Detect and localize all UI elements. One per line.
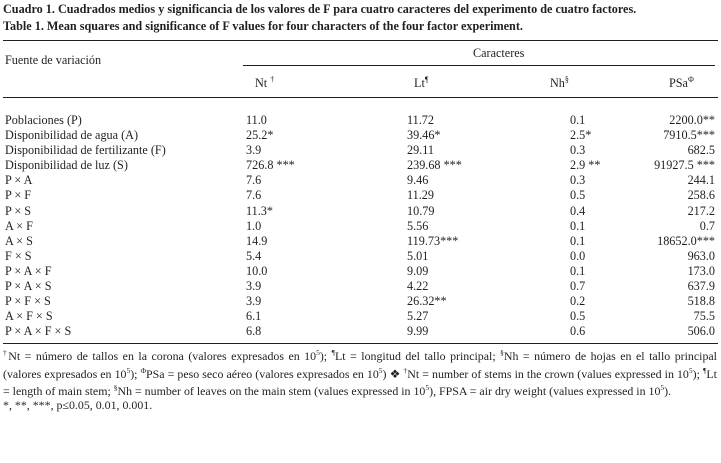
cell-nt: 11.0: [246, 113, 267, 127]
row-source: P × F × S: [5, 294, 51, 309]
cell-psa: 0.7: [699, 218, 715, 233]
cell-nt: 1.0: [246, 218, 262, 233]
row-source: P × A: [5, 173, 33, 188]
cell-psa: 217.2: [687, 203, 715, 218]
cell-nt: 25.2*: [246, 128, 274, 143]
cell-psa: 91927.5 ***: [654, 158, 715, 173]
cell-lt: 9.46: [407, 173, 429, 188]
cell-nh: 0.4: [570, 203, 586, 218]
table-row: [3, 158, 718, 173]
cell-psa: 173.0: [687, 263, 715, 278]
row-source: Disponibilidad de fertilizante (F): [5, 143, 166, 158]
cell-lt: 11.72: [407, 113, 434, 127]
group-heading: Caracteres: [473, 46, 525, 60]
cell-lt: 4.22: [407, 279, 429, 294]
row-source: Poblaciones (P): [5, 113, 82, 127]
source-heading: Fuente de variación: [5, 53, 102, 67]
cell-nh: 0.3: [570, 173, 586, 188]
table-row: [3, 128, 718, 143]
cell-nh: 0.6: [570, 324, 586, 339]
cell-nh: 0.7: [570, 279, 586, 294]
cell-nh: 0.2: [570, 294, 586, 309]
col-header-nh: Nh§: [550, 75, 569, 91]
row-source: P × A × F: [5, 263, 52, 278]
table-row: [3, 249, 718, 264]
cell-lt: 9.99: [407, 324, 429, 339]
cell-lt: 119.73***: [407, 233, 459, 248]
cell-nt: 3.9: [246, 294, 262, 309]
table-row: [3, 309, 718, 324]
row-source: A × F: [5, 218, 33, 233]
cell-psa: 637.9: [687, 279, 715, 294]
cell-nh: 0.1: [570, 233, 586, 248]
row-source: P × S: [5, 203, 32, 218]
cell-nh: 0.1: [570, 218, 586, 233]
cell-nt: 5.4: [246, 248, 262, 263]
cell-nt: 7.6: [246, 188, 262, 203]
table-row: [3, 219, 718, 234]
significance-note: *, **, ***, p≤0.05, 0.01, 0.001.: [3, 397, 153, 412]
table-row: [3, 264, 718, 279]
cell-nt: 726.8 ***: [246, 158, 295, 173]
cell-lt: 26.32**: [407, 294, 447, 309]
row-source: F × S: [5, 248, 32, 263]
cell-nh: 2.5*: [570, 128, 592, 143]
cell-psa: 682.5: [687, 143, 715, 158]
cell-nt: 3.9: [246, 279, 262, 294]
row-source: Disponibilidad de agua (A): [5, 128, 139, 143]
cell-lt: 5.27: [407, 309, 429, 324]
row-source: A × S: [5, 233, 33, 248]
table-row: [3, 188, 718, 203]
table-row: [3, 279, 718, 294]
row-source: Disponibilidad de luz (S): [5, 158, 128, 173]
col-header-lt: Lt¶: [414, 75, 429, 91]
row-source: A × F × S: [5, 309, 53, 324]
table-row: [3, 234, 718, 249]
cell-lt: 5.01: [407, 248, 429, 263]
cell-nh: 0.1: [570, 113, 586, 127]
table-body: [3, 113, 718, 339]
cell-psa: 506.0: [687, 324, 715, 339]
cell-nh: 2.9 **: [570, 158, 601, 173]
cell-nt: 11.3*: [246, 203, 273, 218]
row-source: P × A × F × S: [5, 324, 72, 339]
col-header-psa: PSa$^\Phi$: [669, 75, 694, 91]
row-source: P × A × S: [5, 279, 52, 294]
caption-en: Table 1. Mean squares and significance of F values for four characters of the four factor experiment.: [3, 19, 523, 33]
cell-lt: 239.68 ***: [407, 158, 462, 173]
cell-psa: 2200.0**: [669, 113, 715, 127]
col-header-nt: Nt †: [255, 75, 275, 91]
table-row: [3, 113, 718, 128]
cell-nt: 6.8: [246, 324, 262, 339]
table-row: [3, 204, 718, 219]
cell-lt: 10.79: [407, 203, 435, 218]
table-row: [3, 173, 718, 188]
cell-psa: 75.5: [693, 309, 715, 324]
cell-psa: 258.6: [687, 188, 715, 203]
cell-psa: 518.8: [687, 294, 715, 309]
group-rule: [243, 65, 715, 66]
cell-lt: 11.29: [407, 188, 434, 203]
cell-psa: 963.0: [687, 248, 715, 263]
separator-glyph: ❖: [389, 366, 401, 381]
table-row: [3, 324, 718, 339]
cell-nt: 7.6: [246, 173, 262, 188]
cell-nh: 0.0: [570, 248, 586, 263]
cell-nt: 6.1: [246, 309, 262, 324]
cell-nt: 10.0: [246, 263, 268, 278]
row-source: P × F: [5, 188, 32, 203]
cell-nh: 0.1: [570, 263, 586, 278]
cell-nh: 0.5: [570, 309, 586, 324]
cell-nt: 3.9: [246, 143, 262, 158]
cell-lt: 29.11: [407, 143, 434, 158]
cell-psa: 7910.5***: [663, 128, 715, 143]
cell-psa: 18652.0***: [657, 233, 715, 248]
cell-nt: 14.9: [246, 233, 268, 248]
footnotes: †Nt = número de tallos en la corona (valores expresados en $10^5$); ¶Lt = longitud del tallo principal; §Nh = número de hojas en el tallo principal (valores expresados en $10^5$); $^\Phi$PSa = peso seco aéreo (valores expresados en $10^5$) ❖ †Nt = number of stems in the crown (values expressed in $10^5$); ¶Lt = length of main stem; §Nh = number of leaves on the main stem (values expressed in $10^5$), FPSA = air dry weight (values expressed in $10^5$).: [3, 348, 717, 398]
cell-lt: 9.09: [407, 263, 429, 278]
caption-es: Cuadro 1. Cuadrados medios y significancia de los valores de F para cuatro caracteres del experimento de cuatro factores.: [3, 2, 637, 16]
table-header: [3, 41, 718, 113]
cell-lt: 5.56: [407, 218, 429, 233]
header-rule: [3, 97, 718, 98]
cell-nh: 0.5: [570, 188, 586, 203]
table-row: [3, 294, 718, 309]
table-row: [3, 143, 718, 158]
cell-lt: 39.46*: [407, 128, 441, 143]
cell-nh: 0.3: [570, 143, 586, 158]
cell-psa: 244.1: [687, 173, 715, 188]
